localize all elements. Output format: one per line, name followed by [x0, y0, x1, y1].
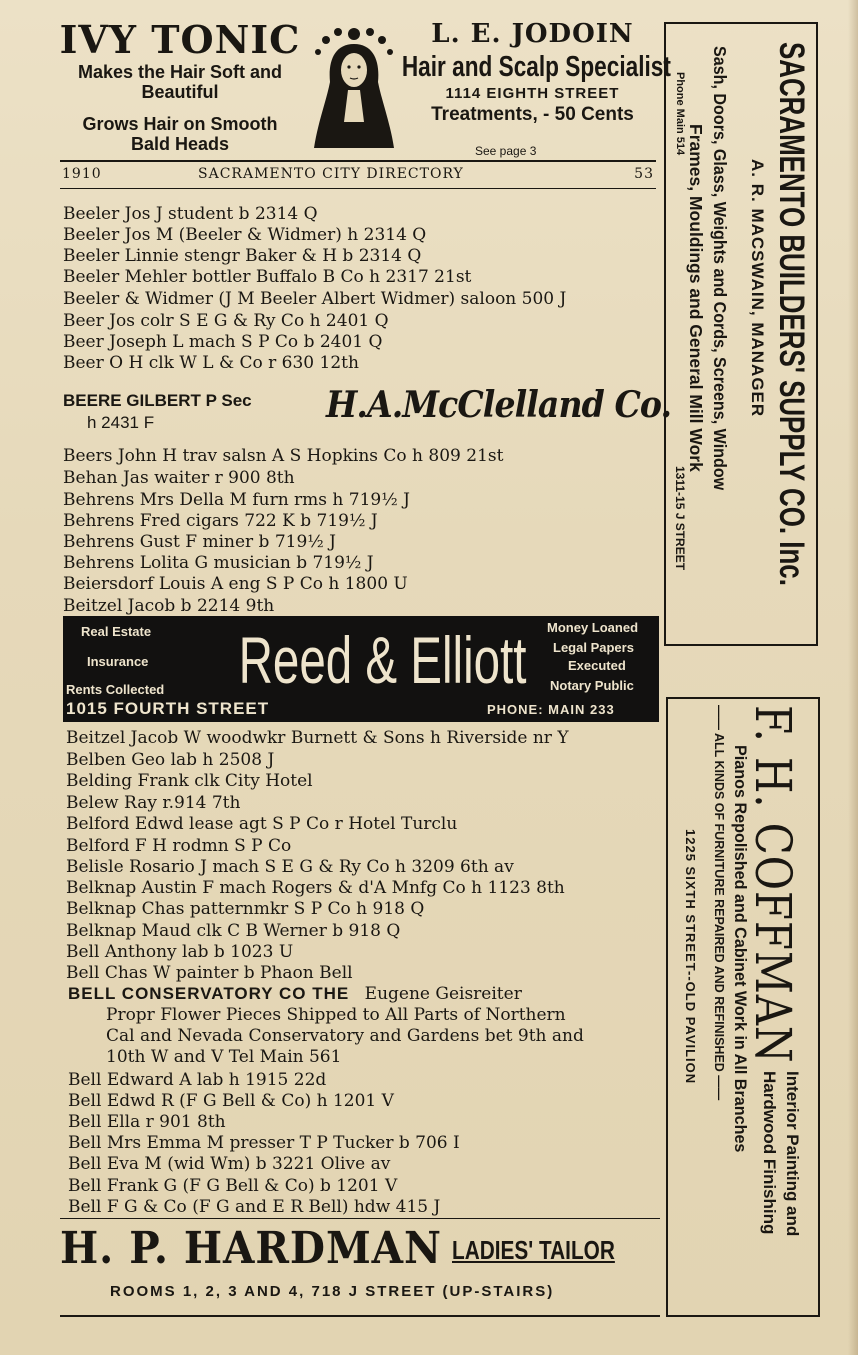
directory-entry: Bell Edwd R (F G Bell & Co) h 1201 V — [68, 1091, 394, 1111]
ivy-tonic-line: Beautiful — [141, 82, 219, 102]
directory-entry: Belisle Rosario J mach S E G & Ry Co h 3209 6th av — [66, 857, 514, 877]
reed-phone: PHONE: MAIN 233 — [487, 702, 615, 717]
running-head-title: SACRAMENTO CITY DIRECTORY — [198, 166, 464, 182]
directory-entry: Beer O H clk W L & Co r 630 12th — [63, 353, 359, 373]
directory-entry: Bell Mrs Emma M presser T P Tucker b 706 I — [68, 1133, 460, 1153]
directory-entry: Bell F G & Co (F G and E R Bell) hdw 415 J — [68, 1197, 441, 1217]
coffman-services: —— ALL KINDS OF FURNITURE REPAIRED AND REFINISHED —— — [712, 705, 727, 1101]
reed-address: 1015 FOURTH STREET — [66, 699, 270, 718]
reed-service: Executed — [568, 658, 626, 673]
conservatory-line: Cal and Nevada Conservatory and Gardens bet 9th and — [106, 1026, 584, 1046]
reed-service: Insurance — [87, 654, 149, 669]
directory-entry: Beer Joseph L mach S P Co b 2401 Q — [63, 332, 383, 352]
jodoin-treatments: Treatments, - 50 Cents — [431, 104, 634, 125]
reed-service: Notary Public — [550, 678, 634, 693]
directory-entry: Belford F H rodmn S P Co — [66, 836, 292, 856]
hardman-name: H. P. HARDMAN — [60, 1223, 442, 1274]
sacramento-products: Sash, Doors, Glass, Weights and Cords, Screens, Window — [710, 46, 730, 491]
header-advertisement — [55, 17, 671, 160]
directory-entry: Behrens Mrs Della M furn rms h 719½ J — [63, 490, 410, 510]
hardman-address: ROOMS 1, 2, 3 AND 4, 718 J STREET (UP-STAIRS) — [110, 1283, 555, 1300]
beere-entry: BEERE GILBERT P Sec — [63, 391, 252, 410]
directory-entry: Behan Jas waiter r 900 8th — [63, 468, 295, 488]
directory-entry: Bell Edward A lab h 1915 22d — [68, 1070, 327, 1090]
ivy-tonic-title: IVY TONIC — [59, 17, 301, 62]
conservatory-entry — [68, 983, 522, 1005]
directory-entry: Beitzel Jacob W woodwkr Burnett & Sons h Riverside nr Y — [66, 728, 569, 748]
conservatory-name: BELL CONSERVATORY CO THE — [68, 984, 350, 1003]
mcclelland-logo: H.A.McClelland Co. — [326, 384, 672, 426]
directory-entry: Behrens Gust F miner b 719½ J — [63, 532, 336, 552]
directory-entry: Behrens Lolita G musician b 719½ J — [63, 553, 374, 573]
page-edge-shadow — [848, 0, 858, 1355]
hardman-tagline: LADIES' TAILOR — [452, 1235, 615, 1265]
coffman-address: 1225 SIXTH STREET--OLD PAVILION — [683, 829, 698, 1085]
directory-entry: Bell Anthony lab b 1023 U — [66, 942, 294, 962]
hardman-ad — [60, 1218, 660, 1317]
directory-entry: Bell Frank G (F G Bell & Co) b 1201 V — [68, 1176, 398, 1196]
directory-entry: Bell Ella r 901 8th — [68, 1112, 226, 1132]
sacramento-products: Frames, Mouldings and General Mill Work — [686, 124, 706, 472]
directory-entry: Beeler Jos M (Beeler & Widmer) h 2314 Q — [63, 225, 427, 245]
conservatory-line: 10th W and V Tel Main 561 — [106, 1047, 342, 1067]
sacramento-phone: Phone Main 514 — [674, 72, 686, 156]
directory-entry: Beitzel Jacob b 2214 9th — [63, 596, 275, 616]
directory-entry: Beeler & Widmer (J M Beeler Albert Widmer) saloon 500 J — [63, 289, 567, 309]
reed-service: Real Estate — [81, 624, 152, 639]
directory-entry: Belding Frank clk City Hotel — [66, 771, 313, 791]
directory-entry: Beer Jos colr S E G & Ry Co h 2401 Q — [63, 311, 389, 331]
directory-entry: Beeler Linnie stengr Baker & H b 2314 Q — [63, 246, 422, 266]
directory-entry: Beeler Jos J student b 2314 Q — [63, 204, 318, 224]
reed-elliott-name: Reed & Elliott — [238, 623, 527, 697]
jodoin-see-page: See page 3 — [475, 144, 537, 158]
coffman-tagline: Interior Painting and — [783, 1071, 802, 1237]
directory-entry: Beers John H trav salsn A S Hopkins Co h 809 21st — [63, 446, 504, 466]
directory-entry: Bell Chas W painter b Phaon Bell — [66, 963, 353, 983]
directory-entry: Belew Ray r.914 7th — [66, 793, 241, 813]
page-number: 53 — [634, 166, 654, 182]
sacramento-title: SACRAMENTO BUILDERS' SUPPLY CO. Inc. — [772, 42, 811, 586]
reed-elliott-banner — [63, 616, 659, 722]
running-head-year: 1910 — [62, 166, 102, 182]
beere-address: h 2431 F — [87, 413, 155, 432]
directory-entry: Belben Geo lab h 2508 J — [66, 750, 275, 770]
directory-entry: Belknap Chas patternmkr S P Co h 918 Q — [66, 899, 425, 919]
directory-entry: Belknap Maud clk C B Werner b 918 Q — [66, 921, 401, 941]
reed-service: Money Loaned — [547, 620, 639, 635]
jodoin-ad — [401, 18, 671, 158]
divider — [60, 1315, 660, 1317]
jodoin-specialty: Hair and Scalp Specialist — [401, 51, 671, 83]
coffman-tagline: Hardwood Finishing — [760, 1071, 779, 1235]
jodoin-address: 1114 EIGHTH STREET — [445, 85, 620, 102]
jodoin-name: L. E. JODOIN — [431, 19, 634, 49]
sacramento-builders-ad — [664, 22, 818, 646]
sacramento-address: 1311-15 J STREET — [673, 466, 687, 571]
conservatory-proprietor: Eugene Geisreiter — [364, 984, 522, 1004]
reed-service: Legal Papers — [553, 640, 634, 655]
coffman-services: Pianos Repolished and Cabinet Work in All Branches — [731, 745, 750, 1153]
conservatory-line: Propr Flower Pieces Shipped to All Parts of Northern — [106, 1005, 566, 1025]
directory-entry: Beeler Mehler bottler Buffalo B Co h 2317 21st — [63, 267, 472, 287]
running-head — [60, 160, 656, 189]
directory-entry: Beiersdorf Louis A eng S P Co h 1800 U — [63, 574, 408, 594]
ivy-tonic-line: Grows Hair on Smooth — [82, 114, 278, 134]
ivy-tonic-ad — [55, 18, 305, 154]
ivy-tonic-line: Bald Heads — [130, 134, 230, 154]
directory-entry: Belknap Austin F mach Rogers & d'A Mnfg Co h 1123 8th — [66, 878, 565, 898]
coffman-name: F. H. COFFMAN — [744, 705, 802, 1064]
directory-entry: Bell Eva M (wid Wm) b 3221 Olive av — [68, 1154, 391, 1174]
reed-service: Rents Collected — [66, 682, 165, 697]
directory-entry: Behrens Fred cigars 722 K b 719½ J — [63, 511, 378, 531]
sacramento-manager: A. R. MACSWAIN, MANAGER — [748, 159, 767, 418]
coffman-ad — [666, 697, 820, 1317]
woman-portrait-icon — [308, 22, 400, 150]
directory-entry: Belford Edwd lease agt S P Co r Hotel Turclu — [66, 814, 458, 834]
ivy-tonic-line: Makes the Hair Soft and — [77, 62, 283, 82]
